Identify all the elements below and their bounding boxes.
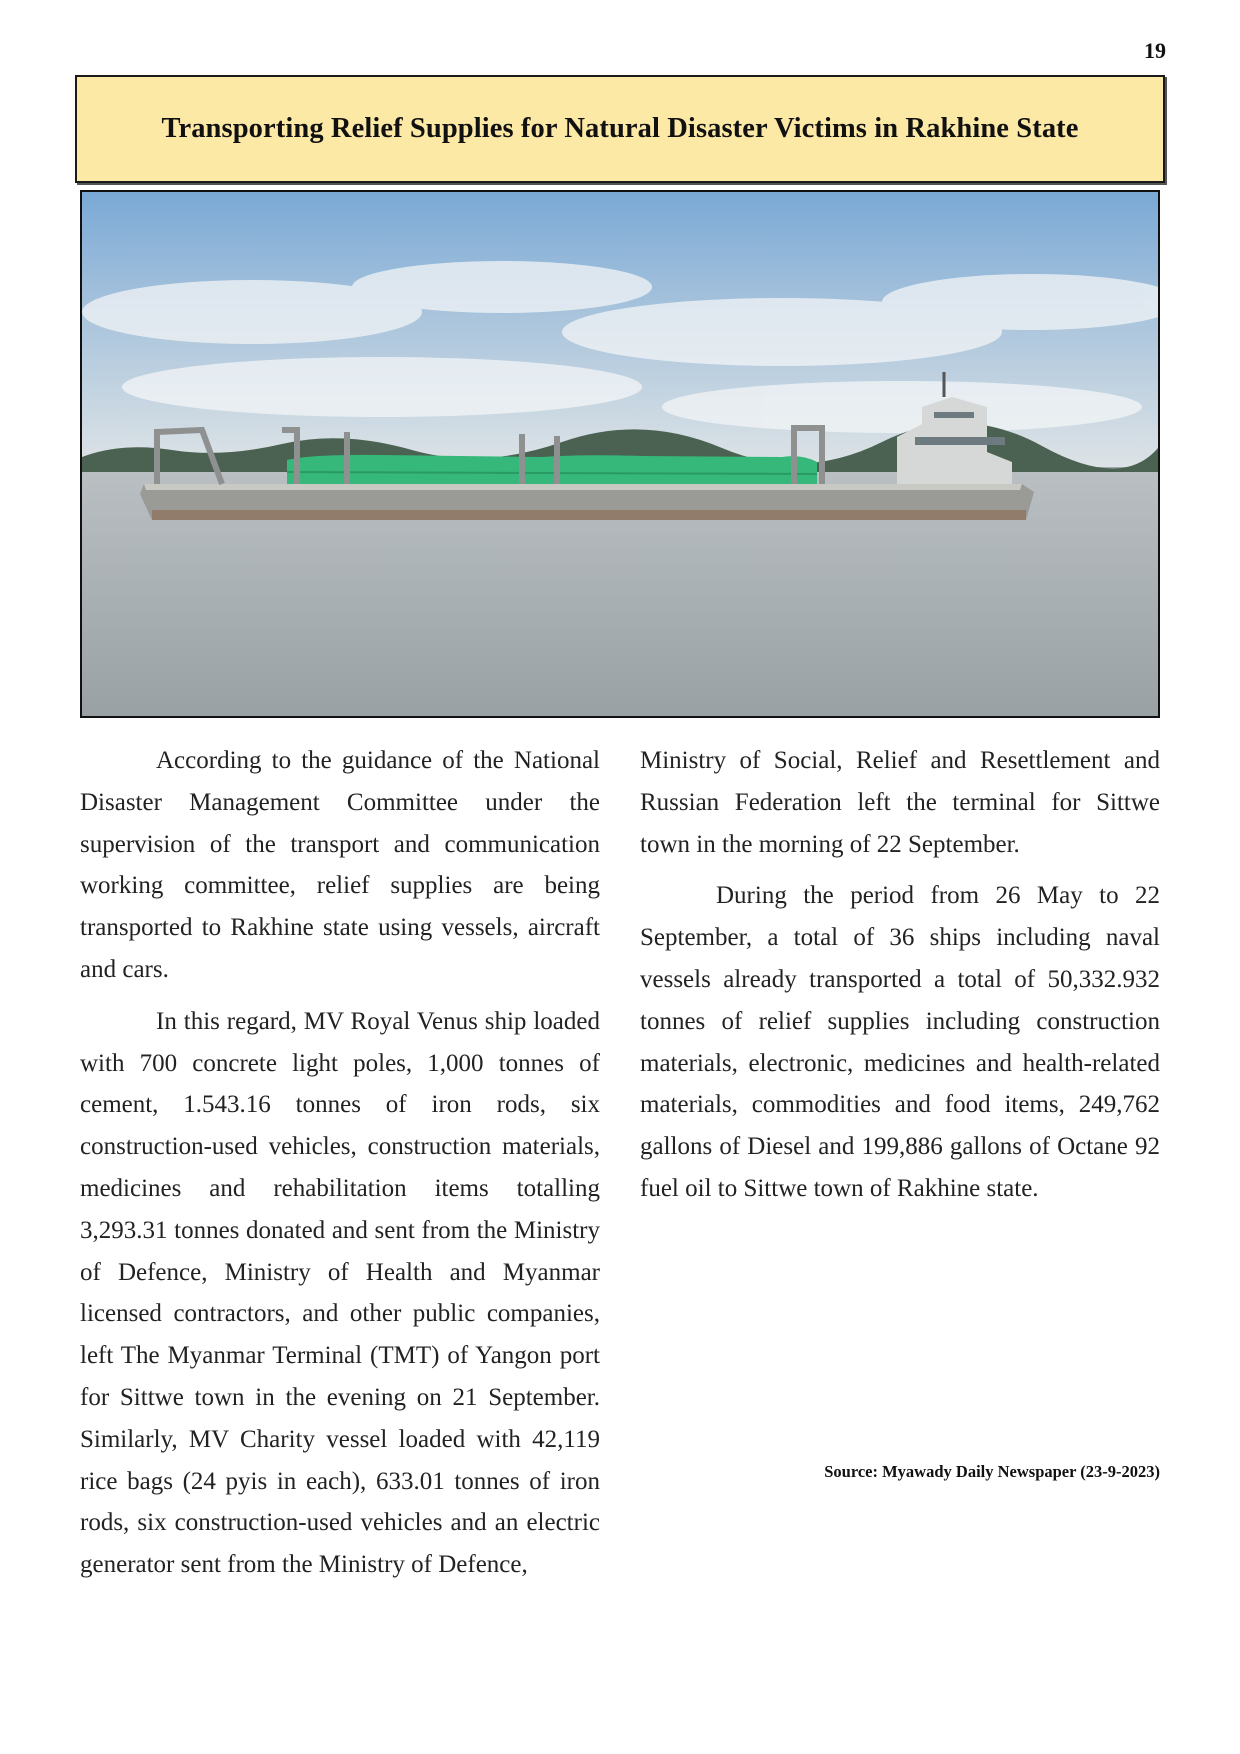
article-title: Transporting Relief Supplies for Natural Disaster Victims in Rakhine State bbox=[161, 113, 1079, 144]
right-text-column bbox=[640, 740, 1160, 1210]
cargo-ship-photo bbox=[80, 190, 1160, 718]
source-credit: Source: Myawady Daily Newspaper (23-9-2023) bbox=[824, 1462, 1160, 1481]
left-text-column bbox=[80, 740, 600, 1586]
cargo-ship-illustration bbox=[82, 192, 1158, 716]
paragraph: During the period from 26 May to 22 September, a total of 36 ships including naval vessels already transported a total of 50,332.932 tonnes of relief supplies including construction materials, electronic, medicines and health-related materials, commodities and food items, 249,762 gallons of Diesel and 199,886 gallons of Octane 92 fuel oil to Sittwe town of Rakhine state. bbox=[640, 882, 1160, 1202]
page-number: 19 bbox=[1144, 38, 1166, 63]
paragraph: According to the guidance of the National Disaster Management Committee under the supervision of the transport and communication working committee, relief supplies are being transported to Rakhine state using vessels, aircraft and cars. bbox=[80, 747, 600, 983]
paragraph: Ministry of Social, Relief and Resettlement and Russian Federation left the terminal for Sittwe town in the morning of 22 September. bbox=[640, 747, 1160, 858]
title-box bbox=[75, 75, 1165, 183]
paragraph: In this regard, MV Royal Venus ship loaded with 700 concrete light poles, 1,000 tonnes of cement, 1.543.16 tonnes of iron rods, six construction-used vehicles, construction materials, medicines and rehabilitation items totalling 3,293.31 tonnes donated and sent from the Ministry of Defence, Ministry of Health and Myanmar licensed contractors, and other public companies, left The Myanmar Terminal (TMT) of Yangon port for Sittwe town in the evening on 21 September. Similarly, MV Charity vessel loaded with 42,119 rice bags (24 pyis in each), 633.01 tonnes of iron rods, six construction-used vehicles and an electric generator sent from the Ministry of Defence, bbox=[80, 1007, 600, 1579]
